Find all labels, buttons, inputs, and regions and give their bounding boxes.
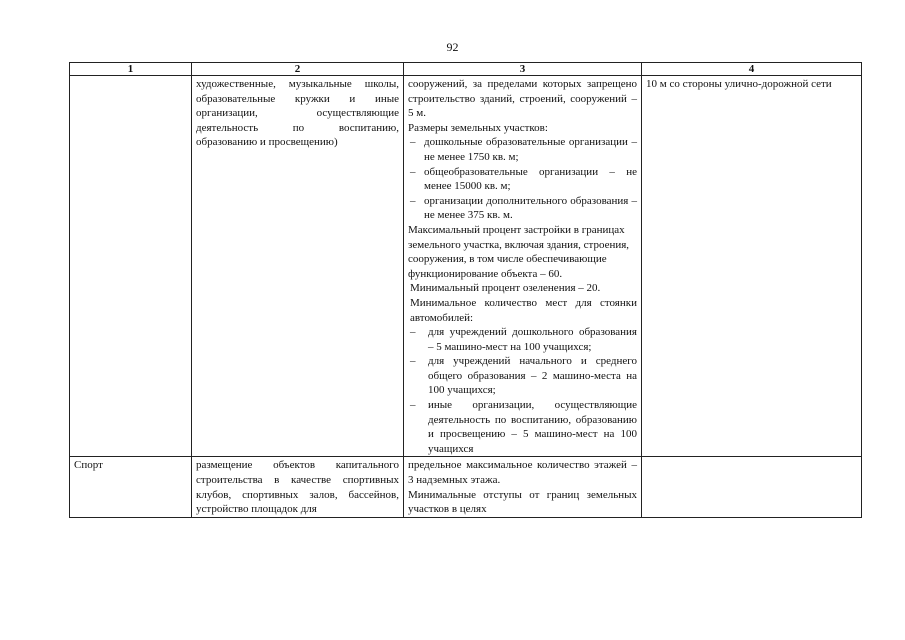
row2-col4-cell — [642, 457, 862, 517]
parking-title: Минимальное количество мест для стоянки автомобилей: — [410, 296, 637, 324]
parking-other: иные организации, осуществляющие деятельность по воспитанию, образованию и просвещению – 5 машино-мест на 100 учащихся — [428, 399, 637, 455]
list-item: – иные организации, осуществляющие деятельность по воспитанию, образованию и просвещению – 5 машино-мест на 100 учащихся — [410, 399, 637, 455]
regulations-table — [69, 62, 862, 518]
max-building-percent: Максимальный процент застройки в границах земельного участка, включая здания, строения, сооружения, в том числе обеспечивающие функционирование объекта – 60. — [408, 223, 630, 280]
table-header-row — [70, 63, 862, 76]
plot-size-additional: организации дополнительного образования – не менее 375 кв. м. — [424, 194, 637, 222]
table-row — [70, 76, 862, 457]
row2-col2-cell: размещение объектов капитального строительства в качестве спортивных клубов, спортивных залов, бассейнов, устройство площадок для — [192, 457, 404, 517]
column-header-3: 3 — [404, 63, 642, 76]
row2-col3-cell — [404, 457, 642, 517]
list-item: – для учреждений дошкольного образования – 5 машино-мест на 100 учащихся; — [410, 326, 637, 353]
column-header-1: 1 — [70, 63, 192, 76]
parking-school: для учреждений начального и среднего общего образования – 2 машино-места на 100 учащихся; — [428, 355, 637, 397]
page-number: 92 — [446, 40, 459, 54]
min-setback-text: Минимальные отступы от границ земельных участков в целях — [408, 488, 637, 516]
list-item: – дошкольные образовательные организации – не менее 1750 кв. м; — [410, 136, 637, 163]
max-floors-text: предельное максимальное количество этажей – 3 надземных этажа. — [408, 459, 637, 487]
row1-col1-cell — [70, 76, 192, 457]
plot-size-general: общеобразовательные организации – не менее 15000 кв. м; — [424, 165, 637, 193]
table-row — [70, 457, 862, 517]
list-item: – общеобразовательные организации – не менее 15000 кв. м; — [410, 165, 637, 193]
min-green-percent: Минимальный процент озеленения – 20. — [410, 282, 601, 295]
setback-text: сооружений, за пределами которых запрещено строительство зданий, строений, сооружений – 5 м. — [408, 78, 637, 120]
plot-size-preschool: дошкольные образовательные организации – не менее 1750 кв. м; — [424, 136, 637, 163]
row1-col4-cell: 10 м со стороны улично-дорожной сети — [642, 76, 862, 457]
row1-col2-cell: художественные, музыкальные школы, образовательные кружки и иные организации, осуществляющие деятельность по воспитанию, образованию и просвещению) — [192, 76, 404, 457]
column-header-2: 2 — [192, 63, 404, 76]
row1-col3-cell — [404, 76, 642, 457]
row2-col1-cell: Спорт — [70, 457, 192, 517]
plot-sizes-title: Размеры земельных участков: — [408, 121, 548, 134]
list-item: – для учреждений начального и среднего общего образования – 2 машино-места на 100 учащихся; — [410, 355, 637, 397]
parking-preschool: для учреждений дошкольного образования – 5 машино-мест на 100 учащихся; — [428, 326, 637, 353]
column-header-4: 4 — [642, 63, 862, 76]
list-item: – организации дополнительного образования – не менее 375 кв. м. — [410, 194, 637, 222]
